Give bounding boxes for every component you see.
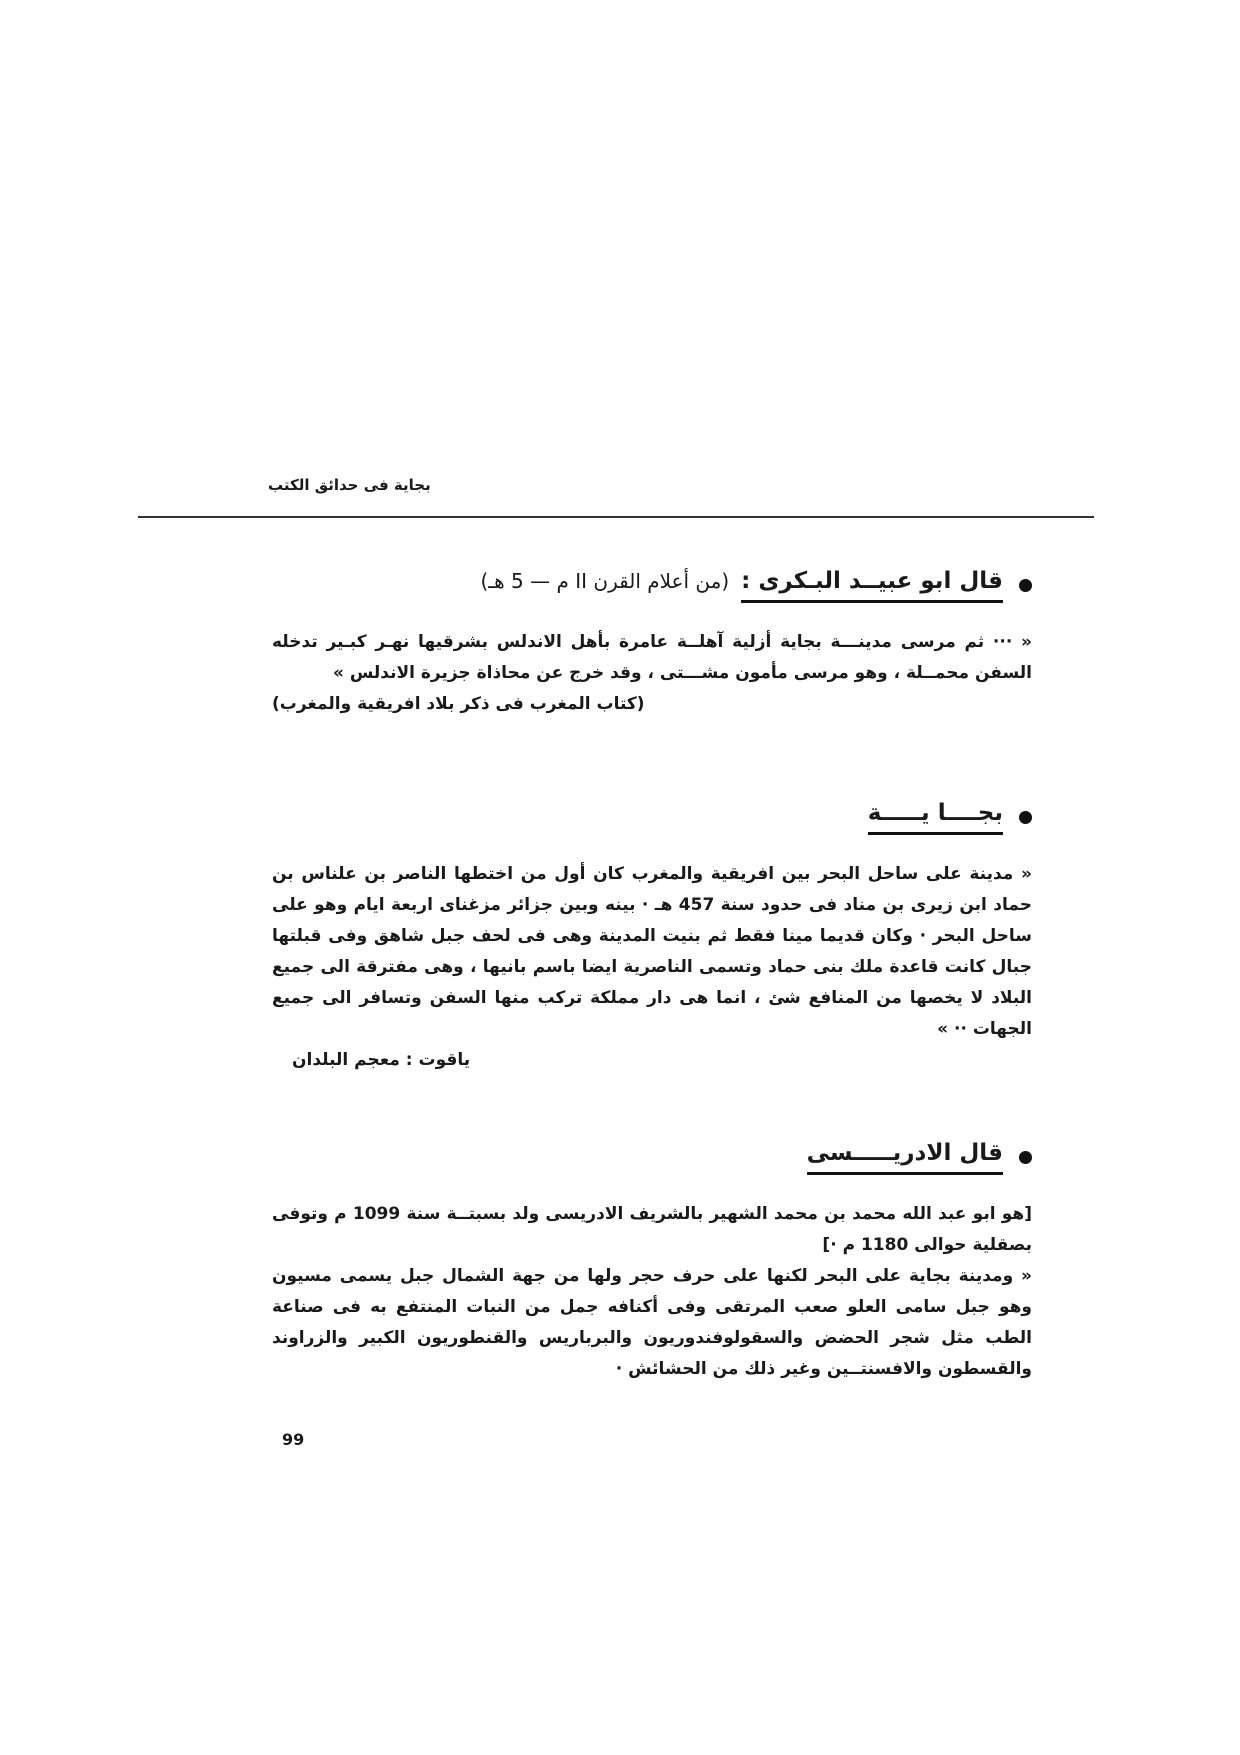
page-number: 99	[282, 1430, 305, 1449]
running-header: بجاية فى حدائق الكتب	[268, 476, 431, 494]
bullet-icon	[1019, 1151, 1032, 1164]
section-paragraph: « ··· ثم مرسى مدينـــة بجاية أزلية آهلــة عامرة بأهل الاندلس بشرقيها نهـر كبـير تدخله السفن محمــلة ، وهو مرسى مأمون مشـــتى ، وقد خرج عن محاذاة جزيرة الاندلس »	[272, 632, 1032, 683]
section-heading	[272, 568, 1032, 603]
section-title: قال ابو عبيــد البـكرى :	[741, 568, 1003, 603]
section-source: ياقوت : معجم البلدان	[292, 1050, 471, 1070]
section-title: بجــــا يـــــة	[868, 800, 1003, 835]
section-idrisi	[272, 1140, 1032, 1385]
section-paragraph: [هو ابو عبد الله محمد بن محمد الشهير بالشريف الادريسى ولد بسبتــة سنة 1099 م وتوفى بصقلية حوالى 1180 م ·]	[272, 1204, 1032, 1255]
section-title: قال الادريـــــسى	[807, 1140, 1003, 1175]
section-heading	[272, 800, 1032, 835]
section-paragraph: « ومدينة بجاية على البحر لكنها على حرف حجر ولها من جهة الشمال جبل يسمى مسيون وهو جبل سامى العلو صعب المرتقى وفى أكنافه جمل من النبات المنتفع به فى صناعة الطب مثل شجر الحضض والسقولوفندوريون والبرباريس والقنطوريون الكبير والزراوند والقسطون والافسنتــين وغير ذلك من الحشائش ·	[272, 1266, 1032, 1379]
section-paragraph: « مدينة على ساحل البحر بين افريقية والمغرب كان أول من اختطها الناصر بن علناس بن حماد ابن زيرى بن مناد فى حدود سنة 457 هـ · بينه وبين جزائر مزغناى اربعة ايام وهو على ساحل البحر · وكان قديما مينا فقط ثم بنيت المدينة وهى فى لحف جبل شاهق وفى قبلتها جبال كانت قاعدة ملك بنى حماد وتسمى الناصرية ايضا باسم بانيها ، وهى مفترقة الى جميع البلاد لا يخصها من المنافع شئ ، انما هى دار مملكة تركب منها السفن وتسافر الى جميع الجهات ·· »	[272, 864, 1032, 1039]
section-source: (كتاب المغرب فى ذكر بلاد افريقية والمغرب)	[272, 694, 645, 714]
section-bejaia	[272, 800, 1032, 1076]
bullet-icon	[1019, 579, 1032, 592]
header-rule	[138, 516, 1094, 518]
section-subtitle: (من أعلام القرن II م — 5 هـ)	[480, 569, 730, 593]
section-heading	[272, 1140, 1032, 1175]
bullet-icon	[1019, 811, 1032, 824]
section-bakri	[272, 568, 1032, 720]
